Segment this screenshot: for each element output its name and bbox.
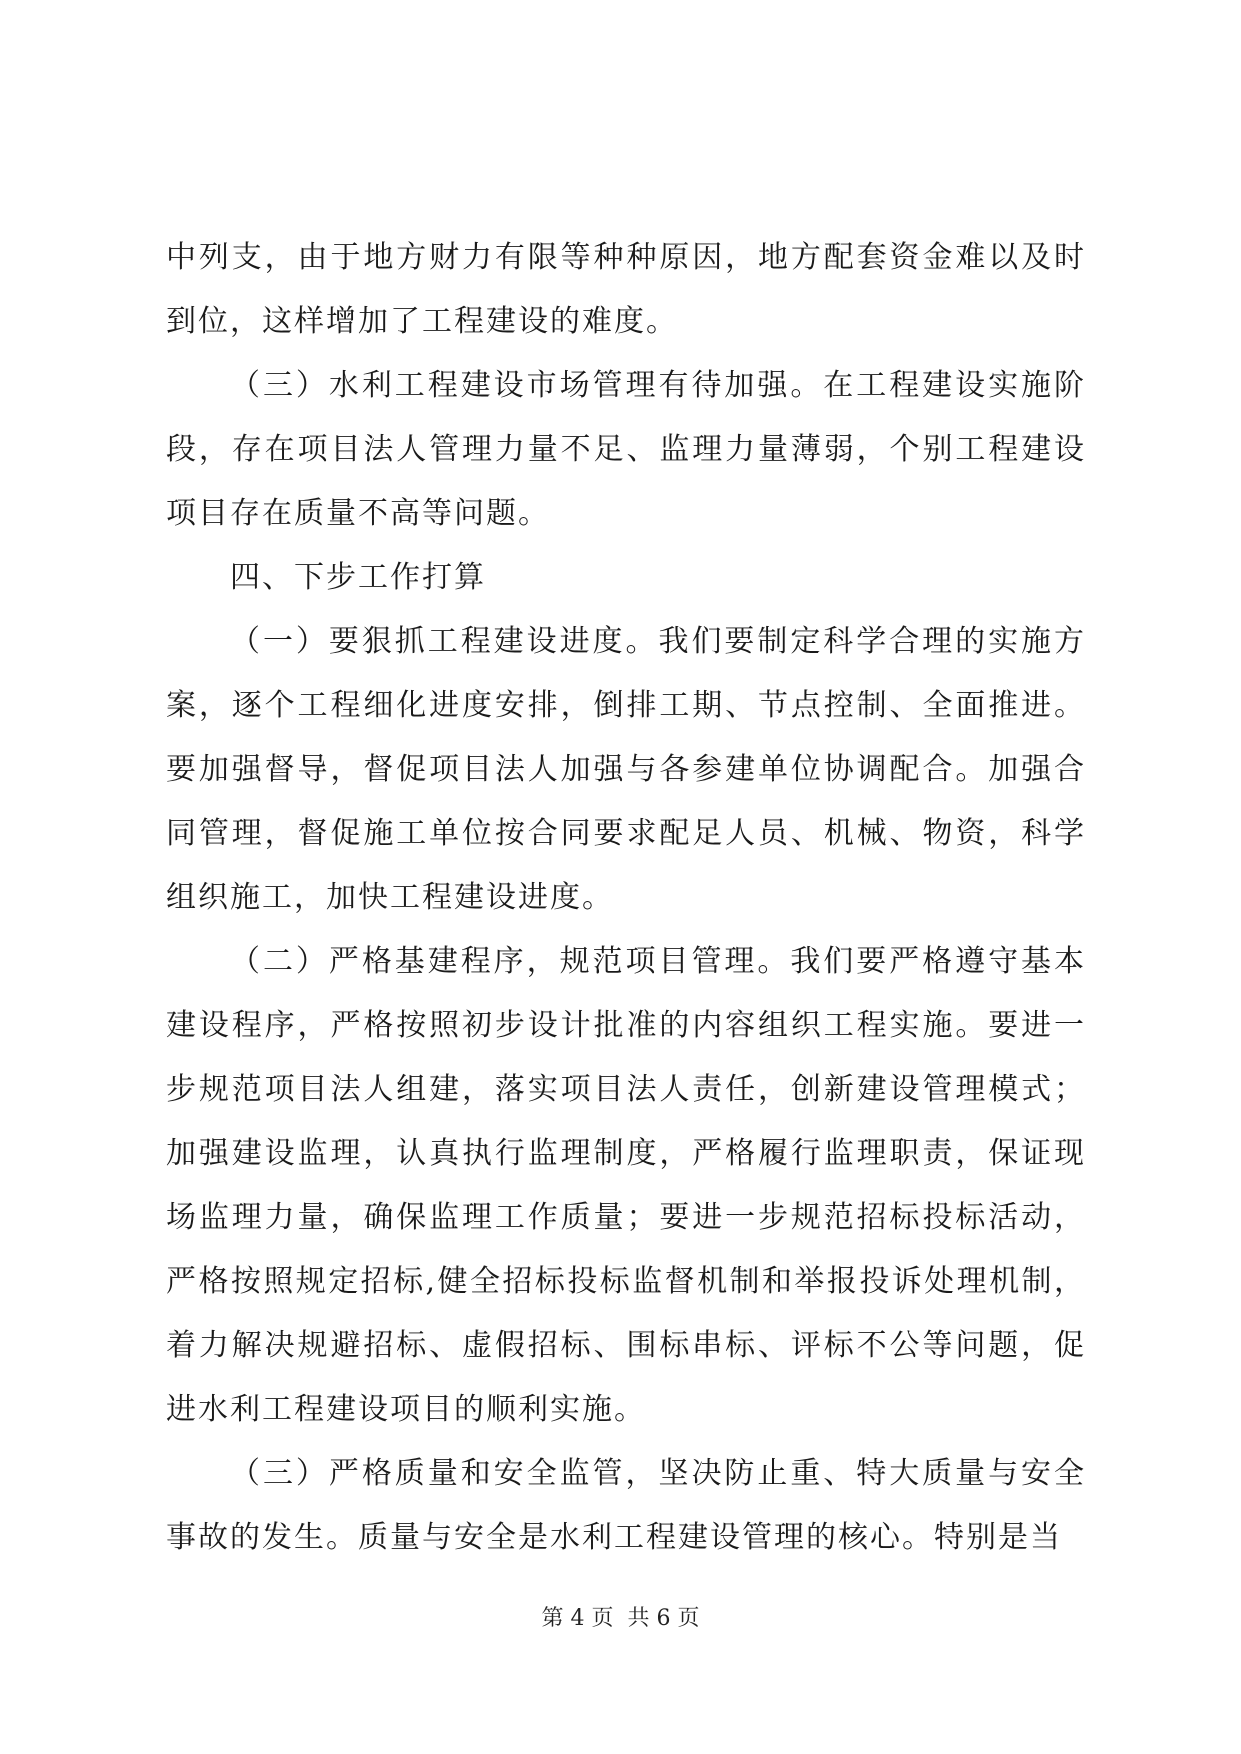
section-heading-next-steps: 四、下步工作打算: [230, 560, 486, 595]
paragraph-market-management: （三）水利工程建设市场管理有待加强。在工程建设实施阶段，存在项目法人管理力量不足、监理力量薄弱，个别工程建设项目存在质量不高等问题。: [166, 368, 1086, 531]
paragraph-project-management: （二）严格基建程序，规范项目管理。我们要严格遵守基本建设程序，严格按照初步设计批准的内容组织工程实施。要进一步规范项目法人组建，落实项目法人责任，创新建设管理模式；加强建设监理，认真执行监理制度，严格履行监理职责，保证现场监理力量，确保监理工作质量；要进一步规范招标投标活动，严格按照规定招标,健全招标投标监督机制和举报投诉处理机制，着力解决规避招标、虚假招标、围标串标、评标不公等问题，促进水利工程建设项目的顺利实施。: [166, 944, 1086, 1427]
paragraph-continued-funding: 中列支，由于地方财力有限等种种原因，地方配套资金难以及时到位，这样增加了工程建设的难度。: [166, 240, 1086, 339]
paragraph-construction-progress: （一）要狠抓工程建设进度。我们要制定科学合理的实施方案，逐个工程细化进度安排，倒排工期、节点控制、全面推进。要加强督导，督促项目法人加强与各参建单位协调配合。加强合同管理，督促施工单位按合同要求配足人员、机械、物资，科学组织施工，加快工程建设进度。: [166, 624, 1086, 915]
document-body: [166, 226, 1086, 1570]
page-total: 共 6 页: [627, 1606, 700, 1631]
page-number: 第 4 页: [541, 1606, 614, 1631]
page-footer: [0, 1604, 1241, 1634]
paragraph-quality-safety: （三）严格质量和安全监管，坚决防止重、特大质量与安全事故的发生。质量与安全是水利工程建设管理的核心。特别是当: [166, 1456, 1086, 1555]
